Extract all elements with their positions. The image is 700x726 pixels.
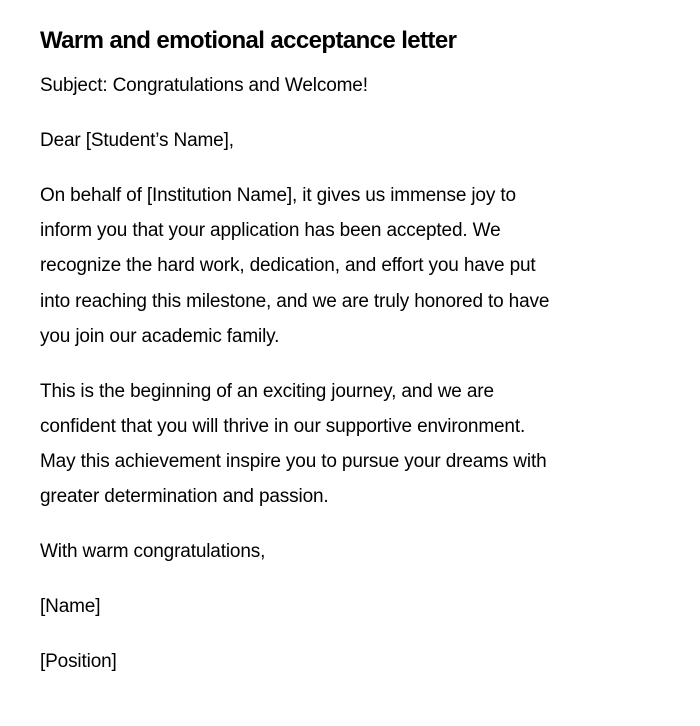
subject-line: Subject: Congratulations and Welcome! xyxy=(40,75,368,96)
paragraph-line: into reaching this milestone, and we are truly honored to have xyxy=(40,290,550,312)
letter-document xyxy=(40,22,640,699)
signature-name: [Name] xyxy=(40,596,101,618)
salutation: Dear [Student’s Name], xyxy=(40,130,234,151)
body-paragraph-2 xyxy=(40,374,640,515)
closing-line: With warm congratulations, xyxy=(40,541,266,563)
paragraph-line: confident that you will thrive in our supportive environment. xyxy=(40,416,526,438)
paragraph-line: On behalf of [Institution Name], it gives us immense joy to xyxy=(40,185,516,206)
paragraph-line: inform you that your application has been accepted. We xyxy=(40,220,501,242)
paragraph-line: This is the beginning of an exciting journey, and we are xyxy=(40,380,494,402)
paragraph-line: recognize the hard work, dedication, and effort you have put xyxy=(40,255,536,277)
paragraph-line: May this achievement inspire you to pursue your dreams with xyxy=(40,451,547,473)
paragraph-line: you join our academic family. xyxy=(40,325,280,347)
paragraph-line: greater determination and passion. xyxy=(40,486,329,508)
body-paragraph-1 xyxy=(40,178,640,354)
document-title: Warm and emotional acceptance letter xyxy=(40,27,457,54)
signature-position: [Position] xyxy=(40,651,117,673)
